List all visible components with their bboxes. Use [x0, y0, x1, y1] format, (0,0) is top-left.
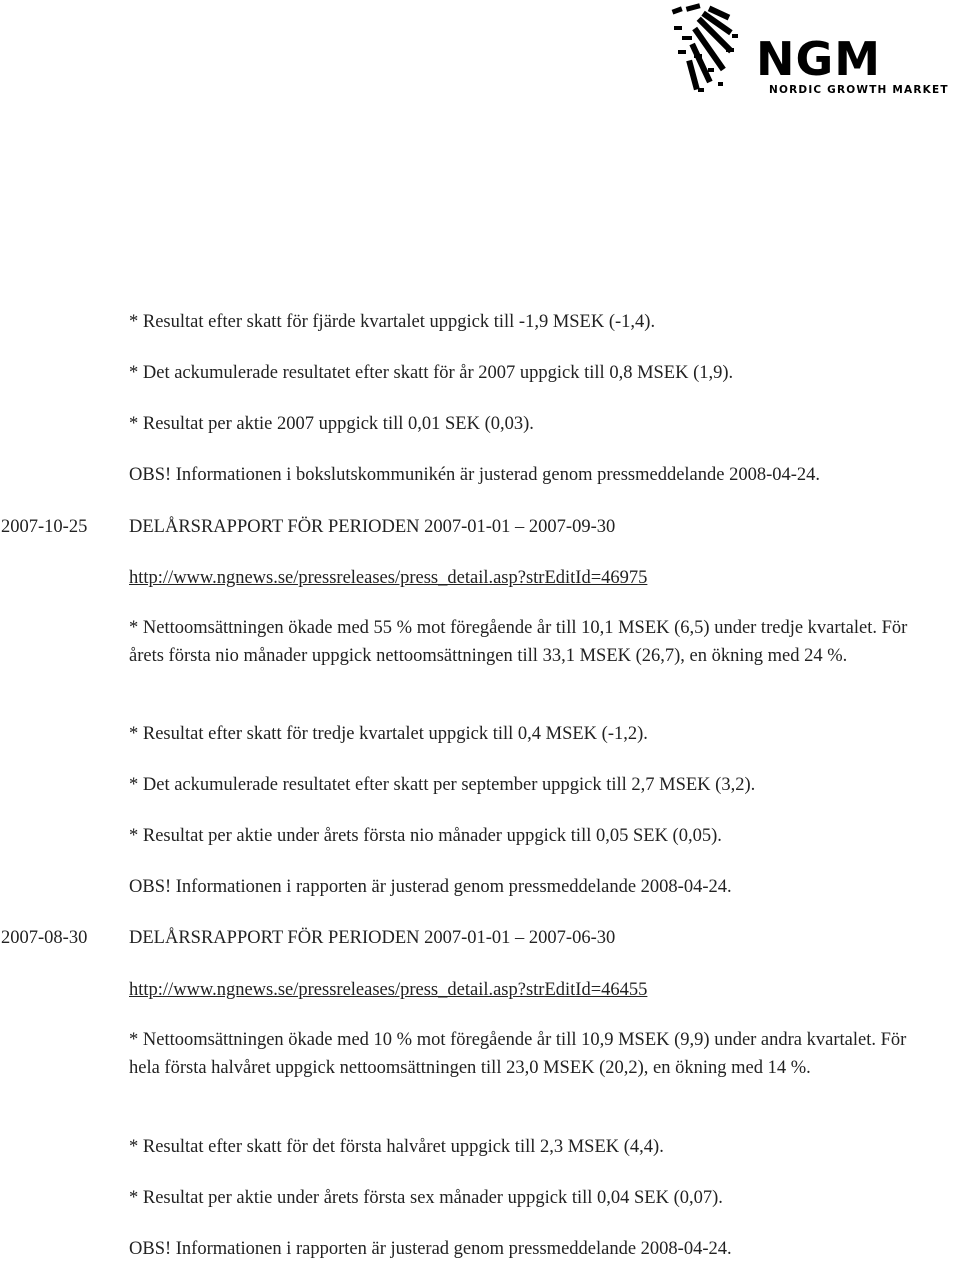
intro-line-4: OBS! Informationen i bokslutskommunikén är justerad genom pressmeddelande 2008-04-24. [129, 465, 821, 485]
report-2-paragraph: * Nettoomsättningen ökade med 10 % mot föregående år till 10,9 MSEK (9,9) under andra kvartalet. För hela första halvåret uppgick nettoomsättningen till 23,0 MSEK (20,2), en ökning med 14 %. [129, 1030, 907, 1078]
report-1-link[interactable]: http://www.ngnews.se/pressreleases/press_detail.asp?strEditId=46975 [129, 568, 648, 588]
ngm-logo [668, 2, 958, 102]
report-1-line-2: * Det ackumulerade resultatet efter skatt per september uppgick till 2,7 MSEK (3,2). [129, 775, 756, 795]
report-2-line-2: * Resultat per aktie under årets första sex månader uppgick till 0,04 SEK (0,07). [129, 1188, 723, 1208]
report-1-link-row [129, 565, 647, 592]
intro-line-2: * Det ackumulerade resultatet efter skatt för år 2007 uppgick till 0,8 MSEK (1,9). [129, 363, 734, 383]
report-2-line-1: * Resultat efter skatt för det första halvåret uppgick till 2,3 MSEK (4,4). [129, 1137, 664, 1157]
report-2-link[interactable]: http://www.ngnews.se/pressreleases/press_detail.asp?strEditId=46455 [129, 980, 648, 1000]
report-2-link-row [129, 977, 647, 1004]
report-2-title: DELÅRSRAPPORT FÖR PERIODEN 2007-01-01 – 2007-06-30 [129, 928, 616, 948]
ngm-logo-icon [668, 2, 758, 102]
report-1-date: 2007-10-25 [1, 517, 88, 537]
logo-wordmark: NGM [756, 32, 882, 86]
report-1-paragraph: * Nettoomsättningen ökade med 55 % mot föregående år till 10,1 MSEK (6,5) under tredje kvartalet. För årets första nio månader uppgick nettoomsättningen till 33,1 MSEK (26,7), en ökning med 24 %. [129, 618, 908, 666]
report-1-line-1: * Resultat efter skatt för tredje kvartalet uppgick till 0,4 MSEK (-1,2). [129, 724, 648, 744]
report-1-line-4: OBS! Informationen i rapporten är justerad genom pressmeddelande 2008-04-24. [129, 877, 732, 897]
report-1-title: DELÅRSRAPPORT FÖR PERIODEN 2007-01-01 – 2007-09-30 [129, 517, 616, 537]
report-2-line-3: OBS! Informationen i rapporten är justerad genom pressmeddelande 2008-04-24. [129, 1239, 732, 1259]
report-1-line-3: * Resultat per aktie under årets första nio månader uppgick till 0,05 SEK (0,05). [129, 826, 722, 846]
intro-line-1: * Resultat efter skatt för fjärde kvartalet uppgick till -1,9 MSEK (-1,4). [129, 312, 656, 332]
intro-line-3: * Resultat per aktie 2007 uppgick till 0,01 SEK (0,03). [129, 414, 534, 434]
report-2-date: 2007-08-30 [1, 928, 88, 948]
logo-tagline: NORDIC GROWTH MARKET [769, 84, 949, 96]
